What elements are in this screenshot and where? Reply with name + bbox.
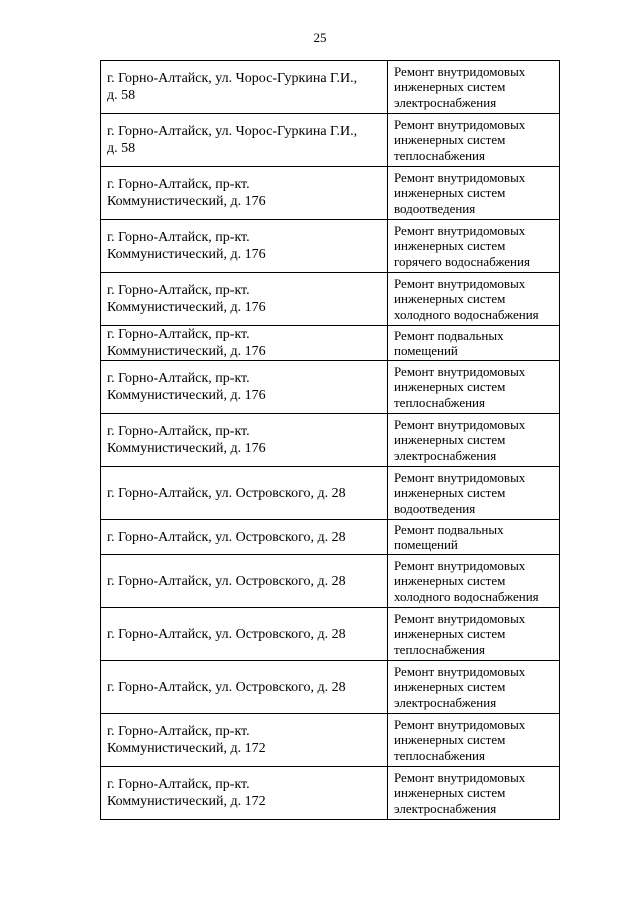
table-row: [101, 520, 560, 555]
address-cell: [101, 767, 388, 820]
address-line: Коммунистический, д. 176: [107, 388, 266, 403]
work-type-line: электроснабжения: [394, 694, 497, 710]
table-row: [101, 361, 560, 414]
work-type-line: инженерных систем: [394, 732, 506, 748]
address-line: Коммунистический, д. 176: [107, 344, 266, 359]
address-line: Коммунистический, д. 172: [107, 741, 266, 756]
work-type-cell: [388, 114, 560, 167]
work-type-cell: [388, 767, 560, 820]
address-line: д. 58: [107, 88, 136, 103]
work-type-line: Ремонт внутридомовых: [394, 363, 526, 379]
address-cell: [101, 273, 388, 326]
work-type-line: теплоснабжения: [394, 394, 485, 410]
table-row: [101, 326, 560, 361]
address-line: г. Горно-Алтайск, пр-кт.: [107, 724, 250, 739]
address-cell: [101, 167, 388, 220]
work-type-line: Ремонт внутридомовых: [394, 557, 526, 573]
work-type-cell: [388, 555, 560, 608]
work-type-line: помещений: [394, 343, 458, 358]
table-row: [101, 273, 560, 326]
address-line: Коммунистический, д. 176: [107, 441, 266, 456]
work-type-line: Ремонт внутридомовых: [394, 63, 526, 79]
work-type-line: Ремонт внутридомовых: [394, 716, 526, 732]
address-cell: [101, 520, 388, 555]
work-type-cell: [388, 714, 560, 767]
work-type-cell: [388, 61, 560, 114]
works-table-body: [101, 61, 560, 820]
work-type-line: Ремонт внутридомовых: [394, 222, 526, 238]
address-line: г. Горно-Алтайск, ул. Чорос-Гуркина Г.И.,: [107, 71, 358, 86]
address-cell: [101, 220, 388, 273]
address-cell: [101, 61, 388, 114]
address-line: г. Горно-Алтайск, ул. Островского, д. 28: [107, 679, 346, 695]
work-type-line: холодного водоснабжения: [394, 306, 539, 322]
work-type-line: Ремонт внутридомовых: [394, 769, 526, 785]
work-type-line: инженерных систем: [394, 679, 506, 695]
work-type-line: инженерных систем: [394, 379, 506, 395]
address-line: г. Горно-Алтайск, пр-кт.: [107, 283, 250, 298]
address-cell: [101, 714, 388, 767]
work-type-line: Ремонт внутридомовых: [394, 469, 526, 485]
work-type-line: инженерных систем: [394, 79, 506, 95]
address-cell: [101, 467, 388, 520]
address-cell: [101, 326, 388, 361]
address-cell: [101, 361, 388, 414]
address-line: г. Горно-Алтайск, пр-кт.: [107, 777, 250, 792]
address-line: д. 58: [107, 141, 136, 156]
work-type-cell: [388, 661, 560, 714]
table-row: [101, 714, 560, 767]
table-row: [101, 661, 560, 714]
work-type-line: электроснабжения: [394, 447, 497, 463]
address-line: г. Горно-Алтайск, ул. Островского, д. 28: [107, 573, 346, 589]
work-type-line: холодного водоснабжения: [394, 588, 539, 604]
address-line: г. Горно-Алтайск, пр-кт.: [107, 424, 250, 439]
work-type-line: Ремонт внутридомовых: [394, 275, 526, 291]
address-cell: [101, 114, 388, 167]
address-line: г. Горно-Алтайск, пр-кт.: [107, 177, 250, 192]
works-table: [100, 60, 560, 820]
work-type-line: Ремонт внутридомовых: [394, 663, 526, 679]
work-type-line: инженерных систем: [394, 238, 506, 254]
work-type-line: инженерных систем: [394, 573, 506, 589]
address-line: Коммунистический, д. 172: [107, 794, 266, 809]
work-type-cell: [388, 414, 560, 467]
work-type-cell: [388, 608, 560, 661]
work-type-cell: [388, 273, 560, 326]
table-row: [101, 114, 560, 167]
table-row: [101, 555, 560, 608]
work-type-line: теплоснабжения: [394, 147, 485, 163]
work-type-cell: [388, 220, 560, 273]
work-type-line: инженерных систем: [394, 432, 506, 448]
work-type-cell: [388, 167, 560, 220]
work-type-cell: [388, 520, 560, 555]
address-line: г. Горно-Алтайск, пр-кт.: [107, 230, 250, 245]
address-line: Коммунистический, д. 176: [107, 300, 266, 315]
work-type-line: теплоснабжения: [394, 641, 485, 657]
work-type-line: Ремонт внутридомовых: [394, 610, 526, 626]
address-cell: [101, 661, 388, 714]
work-type-line: инженерных систем: [394, 626, 506, 642]
address-line: Коммунистический, д. 176: [107, 247, 266, 262]
work-type-line: Ремонт внутридомовых: [394, 169, 526, 185]
work-type-line: горячего водоснабжения: [394, 253, 530, 269]
table-row: [101, 61, 560, 114]
table-row: [101, 220, 560, 273]
address-line: г. Горно-Алтайск, ул. Чорос-Гуркина Г.И.,: [107, 124, 358, 139]
work-type-line: помещений: [394, 537, 458, 552]
table-row: [101, 414, 560, 467]
work-type-cell: [388, 326, 560, 361]
address-cell: [101, 608, 388, 661]
address-cell: [101, 555, 388, 608]
address-line: г. Горно-Алтайск, пр-кт.: [107, 327, 250, 342]
table-row: [101, 167, 560, 220]
work-type-line: теплоснабжения: [394, 747, 485, 763]
work-type-line: инженерных систем: [394, 132, 506, 148]
work-type-line: электроснабжения: [394, 800, 497, 816]
work-type-line: электроснабжения: [394, 94, 497, 110]
address-line: г. Горно-Алтайск, ул. Островского, д. 28: [107, 529, 346, 545]
table-row: [101, 467, 560, 520]
work-type-line: водоотведения: [394, 200, 476, 216]
table-row: [101, 608, 560, 661]
address-line: г. Горно-Алтайск, ул. Островского, д. 28: [107, 626, 346, 642]
work-type-line: инженерных систем: [394, 485, 506, 501]
work-type-line: Ремонт внутридомовых: [394, 116, 526, 132]
work-type-line: инженерных систем: [394, 185, 506, 201]
work-type-line: водоотведения: [394, 500, 476, 516]
work-type-line: Ремонт внутридомовых: [394, 416, 526, 432]
work-type-line: Ремонт подвальных: [394, 521, 504, 537]
address-line: Коммунистический, д. 176: [107, 194, 266, 209]
address-line: г. Горно-Алтайск, пр-кт.: [107, 371, 250, 386]
work-type-line: инженерных систем: [394, 291, 506, 307]
work-type-line: инженерных систем: [394, 785, 506, 801]
table-row: [101, 767, 560, 820]
work-type-line: Ремонт подвальных: [394, 327, 504, 343]
address-cell: [101, 414, 388, 467]
address-line: г. Горно-Алтайск, ул. Островского, д. 28: [107, 485, 346, 501]
work-type-cell: [388, 361, 560, 414]
work-type-cell: [388, 467, 560, 520]
page-number: 25: [313, 30, 327, 45]
